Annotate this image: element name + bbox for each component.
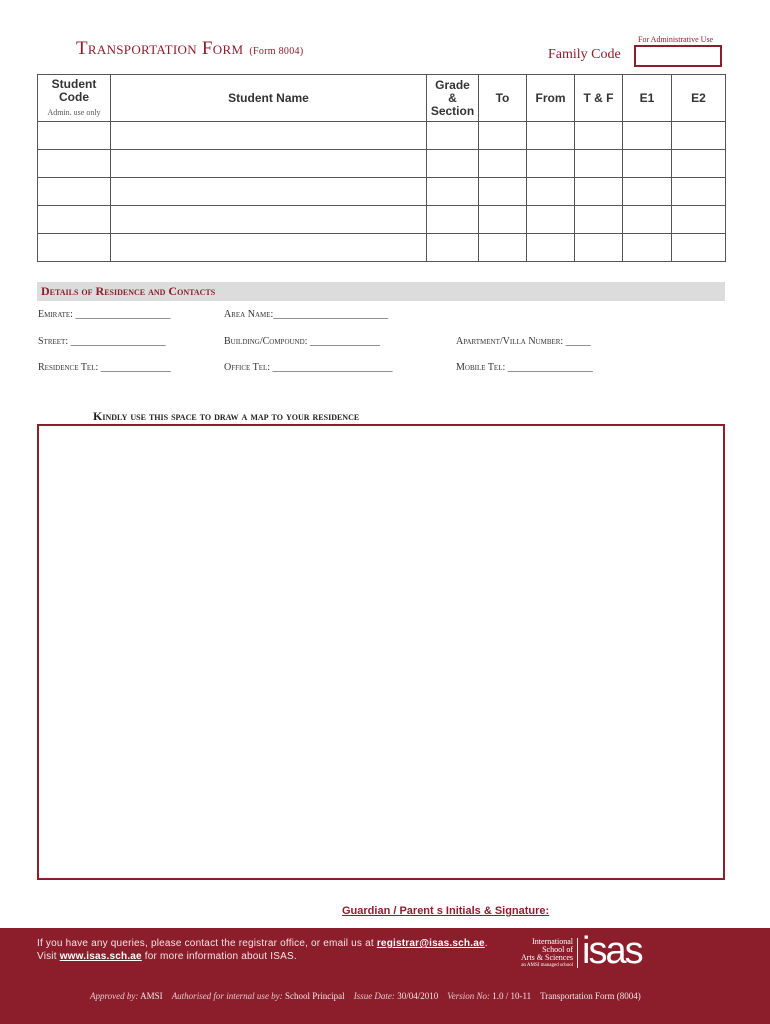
approved-label: Approved by: [90,991,139,1001]
table-cell[interactable] [672,150,726,178]
school-name-line-3: Arts & Sciences [521,953,573,962]
column-header [38,75,111,122]
column-header-label: T & F [583,90,614,105]
table-cell[interactable] [111,178,427,206]
footer-visit-text: Visit [37,951,60,962]
street-field[interactable]: Street: ___________________ [38,336,166,347]
table-cell[interactable] [672,178,726,206]
table-cell[interactable] [38,234,111,262]
table-row [38,150,726,178]
issue-date-label: Issue Date: [353,991,395,1001]
table-cell[interactable] [623,150,672,178]
table-cell[interactable] [479,150,527,178]
emirate-field[interactable]: Emirate: ___________________ [38,309,171,320]
website-link[interactable]: www.isas.sch.ae [59,951,142,962]
school-name-line-2: School of [542,945,573,954]
table-cell[interactable] [38,122,111,150]
table-cell[interactable] [575,234,623,262]
table-cell[interactable] [527,150,575,178]
column-header [479,75,527,122]
table-cell[interactable] [427,234,479,262]
table-body [38,122,726,262]
family-code-field[interactable] [634,45,722,67]
table-cell[interactable] [479,178,527,206]
column-header-label: E2 [691,90,706,105]
column-header [623,75,672,122]
footer-query-text: If you have any queries, please contact the registrar office, or email us at [37,938,377,949]
column-header-label: From [535,90,566,105]
isas-logo: isas [582,930,642,972]
table-cell[interactable] [623,206,672,234]
table-row [38,234,726,262]
column-header-note: Admin. use only [47,107,101,117]
table-cell[interactable] [111,234,427,262]
table-cell[interactable] [38,206,111,234]
form-title-text: Transportation Form [76,38,244,59]
column-header-label: Student Code [51,76,97,104]
table-cell[interactable] [623,234,672,262]
building-field[interactable]: Building/Compound: ______________ [224,336,380,347]
table-cell[interactable] [575,150,623,178]
approved-value: AMSI [140,991,163,1001]
table-cell[interactable] [527,234,575,262]
table-cell[interactable] [575,206,623,234]
column-header [672,75,726,122]
column-header [527,75,575,122]
column-header [575,75,623,122]
table-header-row [38,75,726,122]
table-cell[interactable] [111,150,427,178]
version-label: Version No: [447,991,490,1001]
column-header-label: To [495,90,510,105]
table-cell[interactable] [527,122,575,150]
table-row [38,122,726,150]
column-header [111,75,427,122]
office-tel-field[interactable]: Office Tel: ________________________ [224,362,393,373]
footer [0,928,770,1024]
table-cell[interactable] [427,122,479,150]
form-number: (Form 8004) [249,46,304,57]
table-cell[interactable] [527,178,575,206]
table-cell[interactable] [479,234,527,262]
document-name: Transportation Form (8004) [540,991,641,1001]
residence-tel-field[interactable]: Residence Tel: ______________ [38,362,171,373]
version-value: 1.0 / 10-11 [492,991,532,1001]
table-cell[interactable] [672,122,726,150]
column-header [427,75,479,122]
table-cell[interactable] [427,206,479,234]
table-cell[interactable] [672,234,726,262]
column-header-label: E1 [639,90,655,105]
issue-date-value: 30/04/2010 [397,991,439,1001]
table-cell[interactable] [672,206,726,234]
area-name-field[interactable]: Area Name:_______________________ [224,309,389,320]
authorised-value: School Principal [284,991,345,1001]
table-row [38,206,726,234]
footer-query-line [37,938,488,949]
school-name [515,938,573,970]
table-cell[interactable] [38,150,111,178]
family-code-label: Family Code [548,47,621,62]
school-tagline: an AMSI managed school [521,963,573,968]
approval-line [90,991,641,1001]
column-header-label: Student Name [228,90,309,105]
table-cell[interactable] [623,178,672,206]
logo-divider [577,938,578,968]
table-cell[interactable] [111,122,427,150]
school-name-line-1: International [532,937,573,946]
table-cell[interactable] [479,122,527,150]
table-cell[interactable] [427,178,479,206]
apartment-field[interactable]: Apartment/Villa Number: _____ [456,336,591,347]
admin-use-note: For Administrative Use [638,35,714,44]
footer-visit-end: for more information about ISAS. [141,951,297,962]
map-heading: Kindly use this space to draw a map to your residence [93,409,360,423]
table-cell[interactable] [38,178,111,206]
form-title [76,38,303,60]
table-cell[interactable] [427,150,479,178]
map-drawing-area[interactable] [37,424,725,880]
table-cell[interactable] [527,206,575,234]
footer-query-end: . [484,938,488,949]
footer-visit-line [37,951,297,962]
table-cell[interactable] [575,178,623,206]
authorised-label: Authorised for internal use by: [171,991,283,1001]
details-section-bar [37,282,725,301]
mobile-tel-field[interactable]: Mobile Tel: _________________ [456,362,593,373]
table-cell[interactable] [575,122,623,150]
registrar-email-link[interactable]: registrar@isas.sch.ae [376,938,485,949]
student-table [37,74,726,262]
column-header-label: Grade & Section [430,77,475,118]
table-cell[interactable] [479,206,527,234]
table-row [38,178,726,206]
details-section-title: Details of Residence and Contacts [41,284,216,298]
table-cell[interactable] [111,206,427,234]
signature-label: Guardian / Parent s Initials & Signature: [342,905,550,917]
table-cell[interactable] [623,122,672,150]
